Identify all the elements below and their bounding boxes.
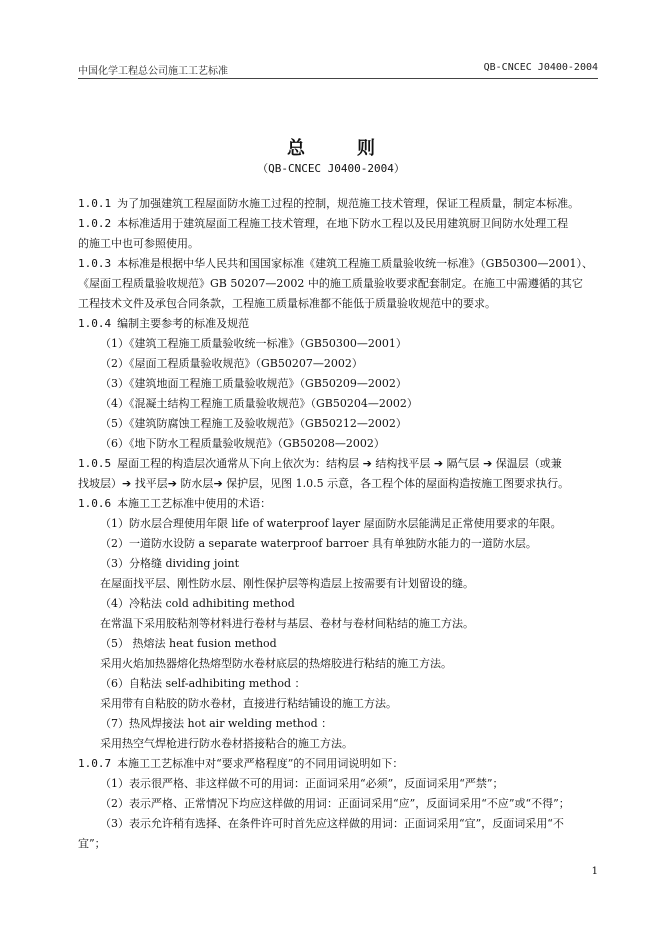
clause-1-0-6: [78, 494, 598, 514]
clause-1-0-3: [78, 254, 598, 274]
term-item: （1）防水层合理使用年限 life of waterproof layer 屋面防水层能满足正常使用要求的年限。: [100, 517, 562, 530]
term-item: （4）冷粘法 cold adhibiting method: [100, 597, 295, 610]
clause-number: 1.0.5: [78, 457, 112, 470]
clause-text: 本施工工艺标准中使用的术语：: [117, 497, 272, 510]
term-definition: 在屋面找平层、刚性防水层、刚性保护层等构造层上按需要有计划留设的缝。: [100, 577, 474, 590]
clause-text: 本标准适用于建筑屋面工程施工技术管理，在地下防水工程以及民用建筑厨卫间防水处理工程: [117, 217, 569, 230]
clause-1-0-5: [78, 454, 598, 474]
title-char-2: 则: [357, 138, 375, 159]
arrow-right-icon: ➔: [483, 457, 493, 470]
wording-item: （1）表示很严格、非这样做不可的用词：正面词采用“必须”，反面词采用“严禁”；: [100, 777, 504, 790]
term-item: （3）分格缝 dividing joint: [100, 557, 240, 570]
clause-number: 1.0.6: [78, 497, 112, 510]
reference-item: （2）《屋面工程质量验收规范》（GB50207—2002）: [100, 357, 363, 370]
wording-item-cont: 宜”；: [78, 837, 106, 850]
layer-text: 屋面工程的构造层次通常从下向上依次为：结构层: [117, 457, 360, 470]
clause-1-0-2: [78, 214, 598, 234]
header-org: 中国化学工程总公司施工工艺标准: [78, 66, 228, 77]
clause-text: 编制主要参考的标准及规范: [117, 317, 250, 330]
clause-1-0-3-cont: 《屋面工程质量验收规范》GB 50207—2002 中的施工质量验收要求配套制定。在施工中需遵循的其它: [78, 277, 583, 290]
arrow-right-icon: ➔: [167, 477, 177, 490]
layer-text: 防水层: [180, 477, 214, 490]
clause-text: 为了加强建筑工程屋面防水施工过程的控制，规范施工技术管理，保证工程质量，制定本标准。: [117, 197, 580, 210]
clause-1-0-3-cont: 工程技术文件及承包合同条款，工程施工质量标准都不能低于质量验收规范中的要求。: [78, 297, 496, 310]
title-char-1: 总: [287, 138, 305, 159]
reference-item: （6）《地下防水工程质量验收规范》（GB50208—2002）: [100, 437, 385, 450]
clause-1-0-4: [78, 314, 598, 334]
layer-text: 保温层（或兼: [495, 457, 562, 470]
layer-text: 结构找平层: [375, 457, 431, 470]
arrow-right-icon: ➔: [433, 457, 444, 470]
page-subtitle: （QB-CNCEC J0400-2004）: [257, 162, 405, 175]
term-definition: 采用带有自粘胶的防水卷材，直接进行粘结铺设的施工方法。: [100, 697, 397, 710]
reference-item: （3）《建筑地面工程施工质量验收规范》（GB50209—2002）: [100, 377, 407, 390]
reference-item: （5）《建筑防腐蚀工程施工及验收规范》（GB50212—2002）: [100, 417, 407, 430]
layer-text: 保护层，见图 1.0.5 示意，各工程个体的屋面构造按施工图要求执行。: [226, 477, 570, 490]
document-body: [78, 194, 598, 854]
clause-1-0-7: [78, 754, 598, 774]
clause-number: 1.0.3: [78, 257, 112, 270]
term-definition: 在常温下采用胶粘剂等材料进行卷材与基层、卷材与卷材间粘结的施工方法。: [100, 617, 474, 630]
term-item: （7）热风焊接法 hot air welding method ：: [100, 717, 333, 730]
wording-item: （2）表示严格、正常情况下均应这样做的用词：正面词采用“应”，反面词采用“不应”或“不得”；: [100, 797, 570, 810]
page-title: [0, 134, 662, 160]
layer-text: 找坡层）: [78, 477, 122, 490]
clause-1-0-1: [78, 194, 598, 214]
term-definition: 采用热空气焊枪进行防水卷材搭接粘合的施工方法。: [100, 737, 353, 750]
wording-item: （3）表示允许稍有选择、在条件许可时首先应这样做的用词：正面词采用“宜”，反面词采用“不: [100, 817, 564, 830]
layer-text: 找平层: [134, 477, 168, 490]
page-number: 1: [591, 866, 598, 877]
clause-1-0-5-cont: [78, 474, 598, 494]
term-item: （6）自粘法 self-adhibiting method ：: [100, 677, 306, 690]
arrow-right-icon: ➔: [213, 477, 223, 490]
clause-text: 本施工工艺标准中对“要求严格程度”的不同用词说明如下：: [117, 757, 404, 770]
term-definition: 采用火焰加热器熔化热熔型防水卷材底层的热熔胶进行粘结的施工方法。: [100, 657, 452, 670]
clause-number: 1.0.7: [78, 757, 112, 770]
running-header: [78, 60, 598, 79]
reference-item: （4）《混凝土结构工程施工质量验收规范》（GB50204—2002）: [100, 397, 418, 410]
term-item: （2）一道防水设防 a separate waterproof barroer 具有单独防水能力的一道防水层。: [100, 537, 537, 550]
layer-text: 隔气层: [446, 457, 480, 470]
header-code: QB-CNCEC J0400-2004: [483, 62, 598, 73]
clause-number: 1.0.2: [78, 217, 112, 230]
arrow-right-icon: ➔: [122, 477, 132, 490]
clause-text: 本标准是根据中华人民共和国国家标准《建筑工程施工质量验收统一标准》（GB50300—2001）、: [117, 257, 593, 270]
clause-1-0-2-cont: 的施工中也可参照使用。: [78, 237, 199, 250]
arrow-right-icon: ➔: [362, 457, 372, 470]
clause-number: 1.0.4: [78, 317, 112, 330]
term-item: （5） 热熔法 heat fusion method: [100, 637, 277, 650]
clause-number: 1.0.1: [78, 197, 112, 210]
reference-item: （1）《建筑工程施工质量验收统一标准》（GB50300—2001）: [100, 337, 407, 350]
